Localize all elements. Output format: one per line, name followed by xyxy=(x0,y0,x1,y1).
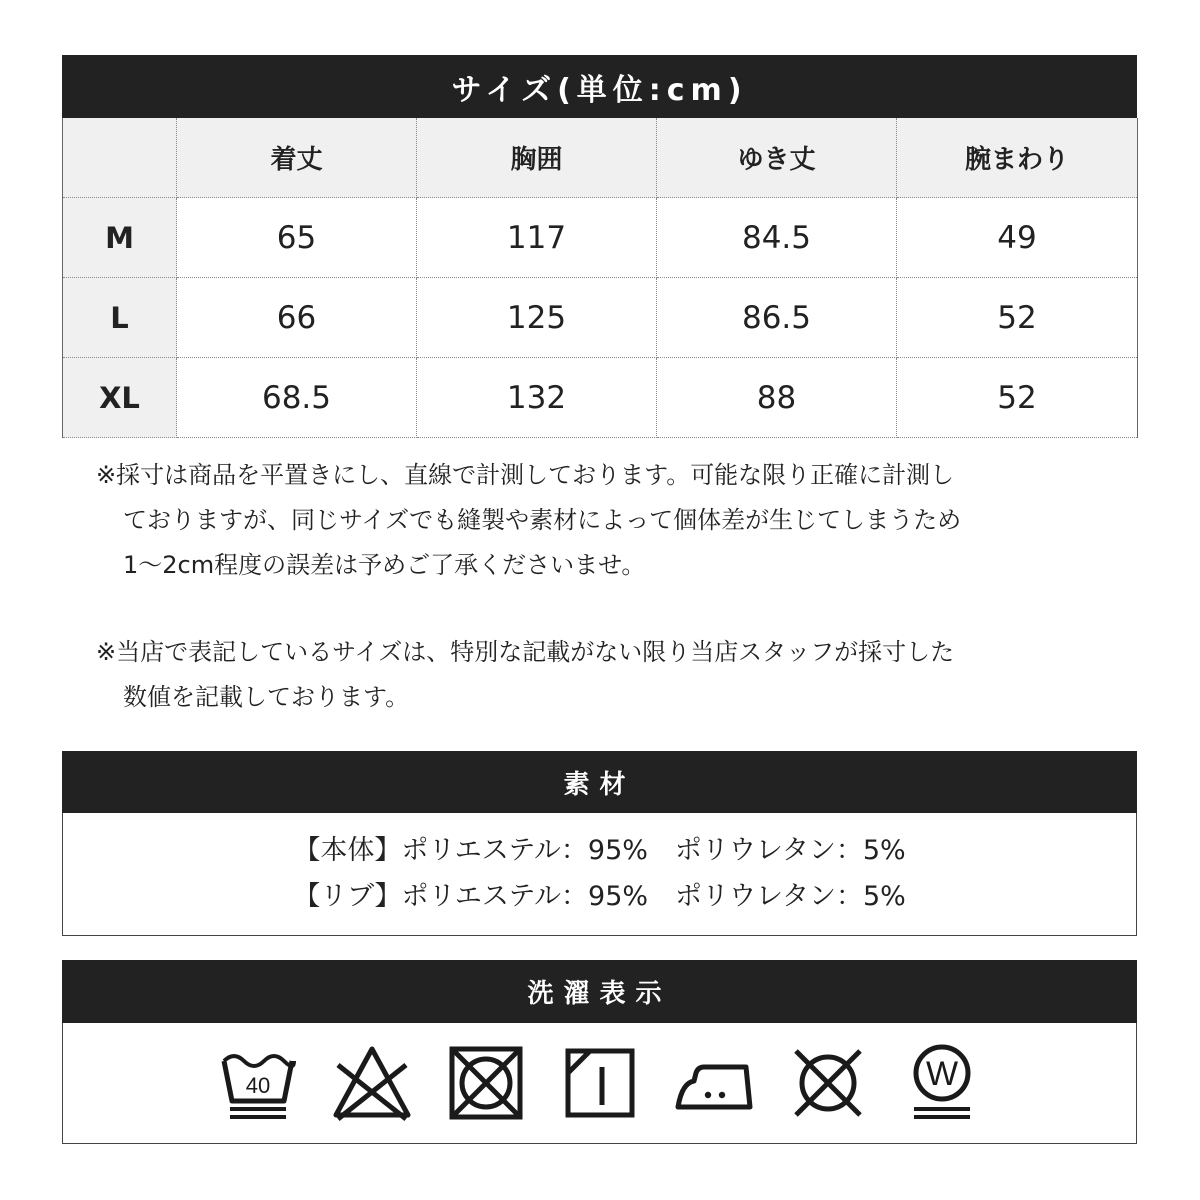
note-line: ※当店で表記しているサイズは、特別な記載がない限り当店スタッフが採寸した xyxy=(96,638,955,666)
table-cell: 84.5 xyxy=(657,198,897,278)
column-header-chest: 胸囲 xyxy=(417,118,657,198)
wet-clean-letter: W xyxy=(925,1055,958,1093)
material-section-header xyxy=(62,751,1137,813)
material-line-rib: 【リブ】ポリエステル：95% ポリウレタン：5% xyxy=(293,881,906,912)
no-bleach-icon xyxy=(332,1043,412,1123)
care-section-header xyxy=(62,960,1137,1023)
table-cell: 65 xyxy=(177,198,417,278)
note-line: ※採寸は商品を平置きにし、直線で計測しております。可能な限り正確に計測し xyxy=(96,461,955,489)
table-cell: 52 xyxy=(897,358,1138,438)
size-row-l xyxy=(63,278,1138,358)
size-row-xl xyxy=(63,358,1138,438)
iron-medium-icon xyxy=(674,1043,754,1123)
row-header-size: L xyxy=(63,278,177,358)
table-cell: 88 xyxy=(657,358,897,438)
size-row-m xyxy=(63,198,1138,278)
table-cell: 66 xyxy=(177,278,417,358)
column-header-arm-circumference: 腕まわり xyxy=(897,118,1138,198)
size-table-header-row xyxy=(63,118,1138,198)
note-line: ておりますが、同じサイズでも縫製や素材によって個体差が生じてしまうため xyxy=(123,506,962,534)
wash-tub-40-icon xyxy=(218,1043,298,1123)
table-cell: 132 xyxy=(417,358,657,438)
size-table-corner-cell xyxy=(63,118,177,198)
table-cell: 68.5 xyxy=(177,358,417,438)
care-section-title: 洗濯表示 xyxy=(527,979,672,1009)
note-line: 1〜2cm程度の誤差は予めご了承くださいませ。 xyxy=(123,551,646,579)
size-table xyxy=(62,118,1138,438)
table-cell: 125 xyxy=(417,278,657,358)
care-symbols-box xyxy=(62,1023,1137,1144)
gentle-wet-clean-icon xyxy=(902,1043,982,1123)
no-dry-clean-icon xyxy=(788,1043,868,1123)
material-line-body: 【本体】ポリエステル：95% ポリウレタン：5% xyxy=(293,835,906,866)
wash-temperature-label: 40 xyxy=(245,1073,270,1098)
table-cell: 52 xyxy=(897,278,1138,358)
size-policy-note xyxy=(96,630,1096,720)
table-cell: 86.5 xyxy=(657,278,897,358)
row-header-size: M xyxy=(63,198,177,278)
size-section-header xyxy=(62,55,1137,118)
row-header-size: XL xyxy=(63,358,177,438)
measurement-note xyxy=(96,453,1096,588)
table-cell: 49 xyxy=(897,198,1138,278)
table-cell: 117 xyxy=(417,198,657,278)
line-dry-shade-icon xyxy=(560,1043,640,1123)
note-line: 数値を記載しております。 xyxy=(123,683,410,711)
material-box xyxy=(62,813,1137,936)
column-header-length: 着丈 xyxy=(177,118,417,198)
size-section-title: サイズ(単位:cm) xyxy=(451,72,748,108)
no-tumble-dry-icon xyxy=(446,1043,526,1123)
material-section-title: 素材 xyxy=(563,769,636,800)
column-header-sleeve-length: ゆき丈 xyxy=(657,118,897,198)
